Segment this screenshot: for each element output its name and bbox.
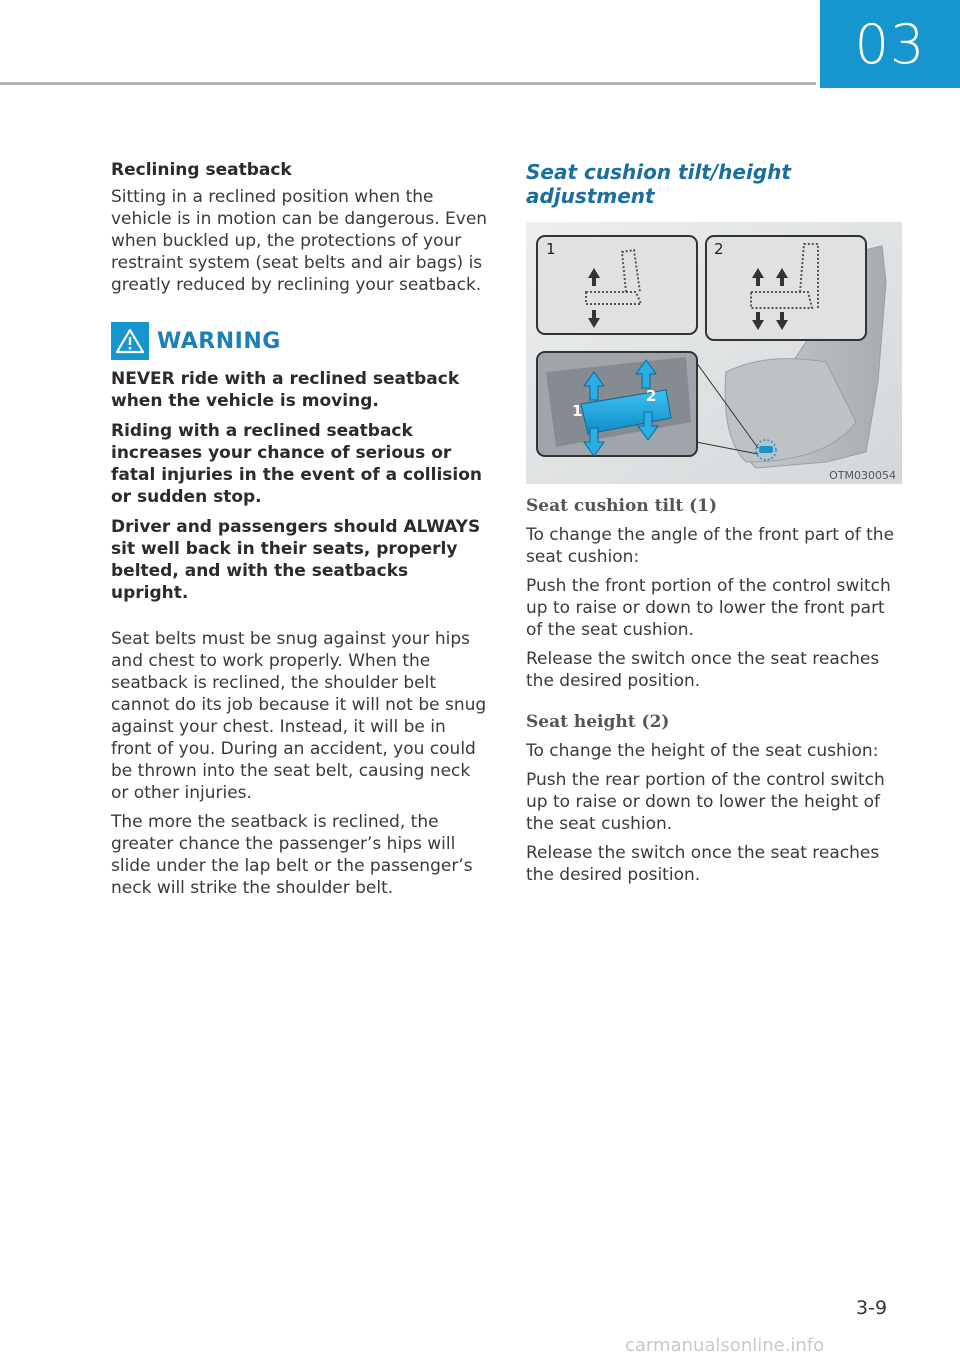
warning-text-3: Driver and passengers should ALWAYS sit well back in their seats, properly belted, and with the seatbacks upright. bbox=[111, 517, 481, 603]
reclining-text: Sitting in a reclined position when the vehicle is in motion can be dangerous. Even when buckled up, the protections of your restraint system (seat belts and air bags) is greatly reduced by reclining your seatback. bbox=[111, 187, 488, 295]
paragraph-recline-risk: The more the seatback is reclined, the greater chance the passenger’s hips will slide under the lap belt or the passenger’s neck will strike the shoulder belt. bbox=[111, 812, 473, 898]
reclining-heading: Reclining seatback bbox=[111, 160, 292, 180]
figure-label-2-switch: 2 bbox=[646, 387, 657, 405]
warning-header bbox=[111, 322, 491, 360]
tilt-text-3: Release the switch once the seat reaches the desired position. bbox=[526, 649, 880, 691]
chapter-tab: 03 bbox=[820, 0, 960, 88]
tilt-heading: Seat cushion tilt (1) bbox=[526, 496, 718, 516]
height-text-3: Release the switch once the seat reaches the desired position. bbox=[526, 843, 880, 885]
seat-adjustment-figure bbox=[526, 222, 902, 484]
seat-illustration bbox=[526, 222, 902, 484]
height-text-1: To change the height of the seat cushion: bbox=[526, 741, 879, 761]
warning-text-2: Riding with a reclined seatback increases your chance of serious or fatal injuries in the event of a collision or sudden stop. bbox=[111, 421, 483, 507]
paragraph-seatbelt-snug: Seat belts must be snug against your hips and chest to work properly. When the seatback is reclined, the shoulder belt cannot do its job because it will not be snug against your chest. Instead, it will be in front of you. During an accident, you could be thrown into the seat belt, causing neck or other injuries. bbox=[111, 629, 487, 803]
tilt-text-2: Push the front portion of the control switch up to raise or down to lower the front part of the seat cushion. bbox=[526, 576, 891, 640]
warning-title: WARNING bbox=[157, 328, 281, 354]
right-column bbox=[526, 160, 906, 893]
figure-label-1-panel: 1 bbox=[546, 240, 556, 258]
warning-text-1: NEVER ride with a reclined seatback when the vehicle is moving. bbox=[111, 369, 460, 411]
left-column bbox=[111, 160, 491, 906]
header-rule bbox=[0, 82, 816, 85]
height-text-2: Push the rear portion of the control switch up to raise or down to lower the height of the seat cushion. bbox=[526, 770, 885, 834]
warning-triangle-icon bbox=[111, 322, 149, 360]
figure-label-1-switch: 1 bbox=[572, 402, 583, 420]
watermark: carmanualsonline.info bbox=[625, 1335, 825, 1356]
height-heading: Seat height (2) bbox=[526, 712, 670, 732]
figure-label-2-panel: 2 bbox=[714, 240, 724, 258]
tilt-text-1: To change the angle of the front part of the seat cushion: bbox=[526, 525, 895, 567]
figure-code: OTM030054 bbox=[829, 469, 896, 482]
section-title: Seat cushion tilt/height adjustment bbox=[526, 160, 791, 208]
page-number: 3-9 bbox=[856, 1297, 888, 1319]
